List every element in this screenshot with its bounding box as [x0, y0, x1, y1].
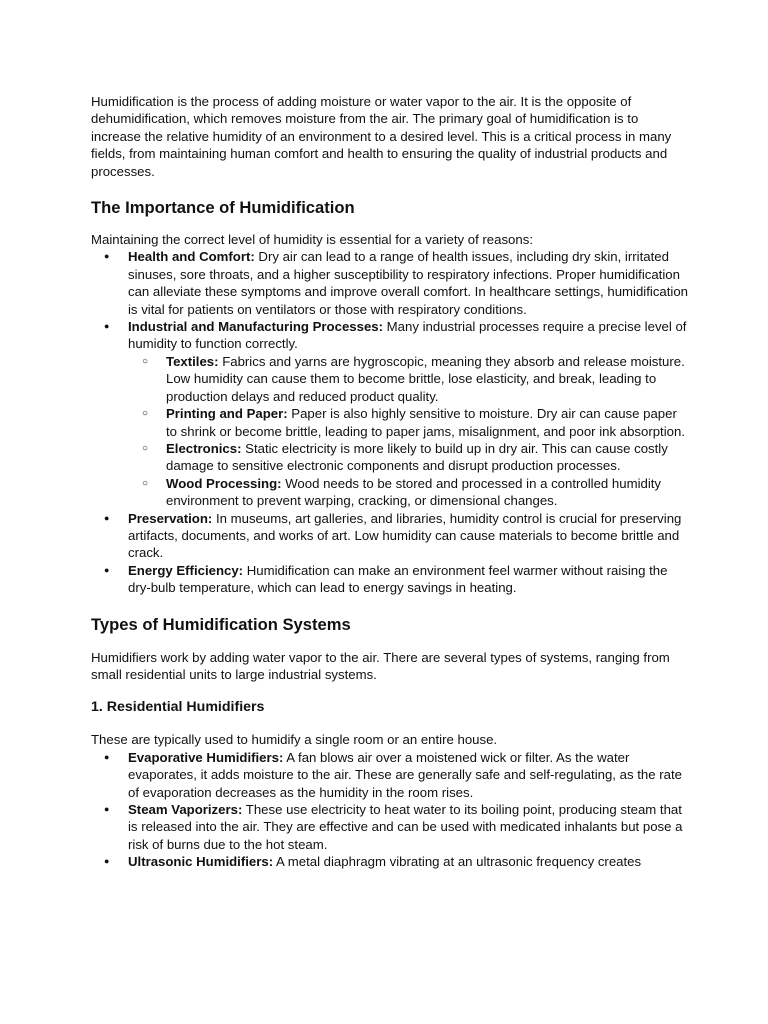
- item-text: In museums, art galleries, and libraries, humidity control is crucial for preserving artifacts, documents, and works of art. Low humidity can cause materials to become brittle and crack.: [128, 510, 682, 561]
- list-item: [91, 318, 688, 509]
- item-text: Wood needs to be stored and processed in a controlled humidity environment to prevent warping, cracking, or dimensional changes.: [166, 475, 662, 509]
- item-text: Humidification can make an environment feel warmer without raising the dry-bulb temperature, which can lead to energy savings in heating.: [128, 562, 668, 596]
- sublist-item: [128, 353, 688, 405]
- importance-heading: The Importance of Humidification: [91, 198, 355, 218]
- item-text: Many industrial processes require a precise level of humidity to function correctly.: [128, 319, 687, 352]
- item-title: Wood Processing:: [166, 475, 282, 491]
- item-text: Dry air can lead to a range of health issues, including dry skin, irritated sinuses, sore throats, and a higher susceptibility to respiratory infections. Proper humidification can alleviate these symptoms and improve overall comfort. In healthcare settings, humidification is vital for patients on ventilators or those with respiratory conditions.: [128, 249, 689, 317]
- item-title: Preservation:: [128, 510, 213, 526]
- item-title: Textiles:: [166, 353, 219, 369]
- residential-lead: These are typically used to humidify a single room or an entire house.: [91, 732, 498, 748]
- item-title: Industrial and Manufacturing Processes:: [128, 319, 384, 335]
- importance-list: [91, 248, 688, 596]
- sublist-item: [128, 475, 688, 510]
- list-item: [91, 510, 688, 562]
- item-title: Energy Efficiency:: [128, 562, 244, 578]
- list-item: [91, 749, 688, 801]
- item-text: A metal diaphragm vibrating at an ultrasonic frequency creates: [273, 854, 642, 870]
- item-title: Evaporative Humidifiers:: [128, 749, 284, 765]
- types-lead: Humidifiers work by adding water vapor to the air. There are several types of systems, ranging from small residential units to large industrial systems.: [91, 649, 670, 682]
- item-title: Printing and Paper:: [166, 406, 288, 422]
- residential-list: [91, 749, 688, 871]
- importance-lead: Maintaining the correct level of humidity is essential for a variety of reasons:: [91, 232, 533, 248]
- item-text: Fabrics and yarns are hygroscopic, meaning they absorb and release moisture. Low humidity can cause them to become brittle, lose elasticity, and break, leading to production delays and reduced product quality.: [166, 353, 685, 404]
- item-title: Ultrasonic Humidifiers:: [128, 854, 274, 870]
- item-text: These use electricity to heat water to its boiling point, producing steam that is released into the air. They are effective and can be used with medicated inhalants but pose a risk of burns due to the hot steam.: [128, 802, 683, 852]
- list-item: [91, 248, 688, 318]
- residential-heading: 1. Residential Humidifiers: [91, 699, 265, 716]
- item-text: Static electricity is more likely to build up in dry air. This can cause costly damage to sensitive electronic components and disrupt production processes.: [166, 440, 668, 474]
- sublist-item: [128, 405, 688, 440]
- intro-paragraph: Humidification is the process of adding moisture or water vapor to the air. It is the opposite of dehumidification, which removes moisture from the air. The primary goal of humidification is to increase the relative humidity of an environment to a desired level. This is a critical process in many fields, from maintaining human comfort and health to ensuring the quality of industrial products and processes.: [91, 94, 672, 179]
- item-text: A fan blows air over a moistened wick or filter. As the water evaporates, it adds moisture to the air. These are generally safe and self-regulating, as the rate of evaporation decreases as the humidity in the room rises.: [128, 749, 682, 800]
- types-heading: Types of Humidification Systems: [91, 614, 351, 634]
- list-item: [91, 853, 688, 870]
- list-item: [91, 562, 688, 597]
- sublist-item: [128, 440, 688, 475]
- item-title: Electronics:: [166, 440, 242, 456]
- list-item: [91, 801, 688, 853]
- item-title: Steam Vaporizers:: [128, 802, 243, 817]
- industrial-sublist: [128, 353, 688, 510]
- item-text: Paper is also highly sensitive to moisture. Dry air can cause paper to shrink or become brittle, leading to paper jams, misalignment, and poor ink absorption.: [166, 406, 685, 439]
- item-title: Health and Comfort:: [128, 249, 255, 265]
